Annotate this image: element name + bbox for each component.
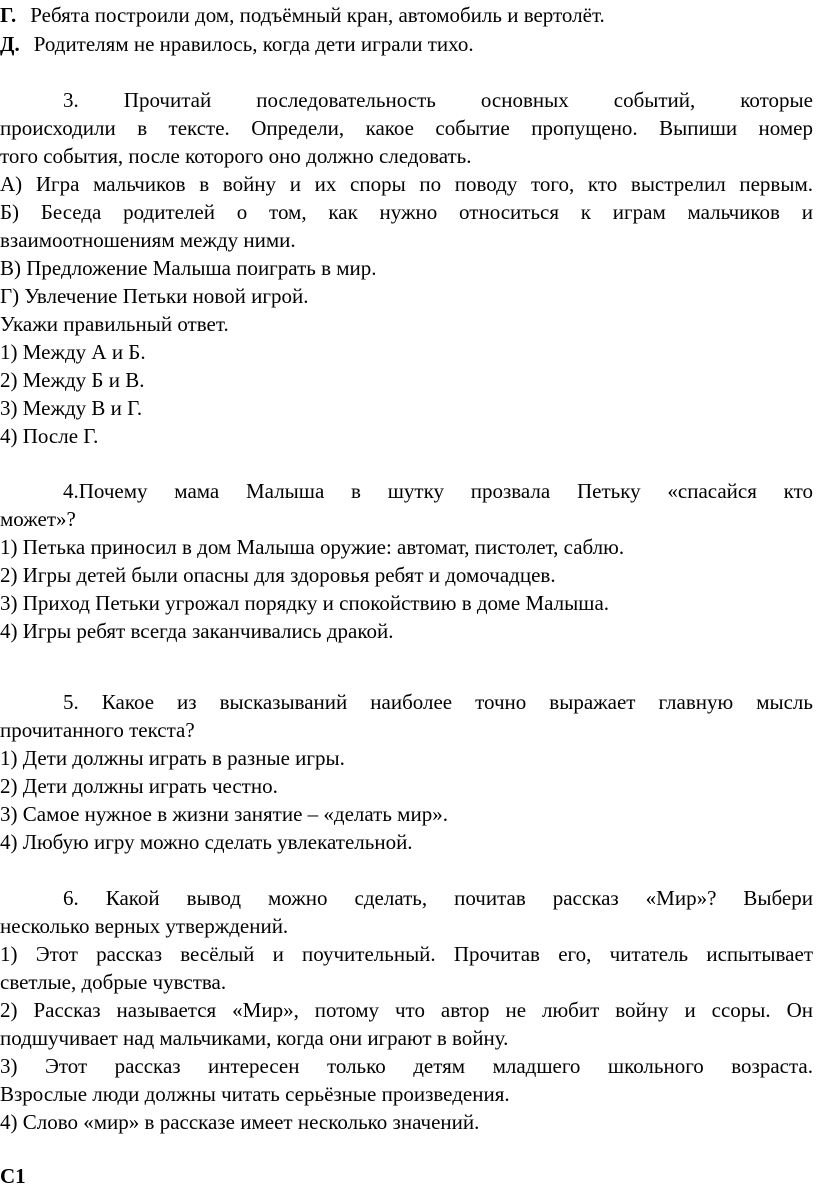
question-5-first-line: 5. Какое из высказываний наиболее точно выражает главную мысль — [63, 690, 813, 714]
option: 4) Игры ребят всегда заканчивались дракой. — [0, 619, 394, 643]
question-5-line: прочитанного текста? — [0, 718, 195, 742]
question-4-line: может»? — [0, 507, 76, 531]
section-label-c1: С1 — [0, 1164, 26, 1188]
event-b-cont: взаимоотношениям между ними. — [0, 228, 296, 252]
option: 1) Петька приносил в дом Малыша оружие: автомат, пистолет, саблю. — [0, 535, 625, 559]
question-3-line: того события, после которого оно должно следовать. — [0, 144, 472, 168]
option-cont: светлые, добрые чувства. — [0, 970, 227, 994]
question-3-line: происходили в тексте. Определи, какое событие пропущено. Выпиши номер — [0, 116, 813, 140]
question-6-first-line: 6. Какой вывод можно сделать, почитав рассказ «Мир»? Выбери — [63, 886, 813, 910]
option: 3) Между В и Г. — [0, 396, 143, 420]
question-6-line: несколько верных утверждений. — [0, 914, 289, 938]
event-b: Б) Беседа родителей о том, как нужно относиться к играм мальчиков и — [0, 200, 813, 224]
option-cont: подшучивает над мальчиками, когда они играют в войну. — [0, 1026, 509, 1050]
option: 2) Игры детей были опасны для здоровья ребят и домочадцев. — [0, 563, 556, 587]
option: 4) Любую игру можно сделать увлекательной. — [0, 830, 413, 854]
option: 2) Дети должны играть честно. — [0, 774, 278, 798]
item-text: Ребята построили дом, подъёмный кран, автомобиль и вертолёт. — [30, 3, 605, 27]
option: 4) После Г. — [0, 424, 99, 448]
event-v: В) Предложение Малыша поиграть в мир. — [0, 256, 377, 280]
item-g — [0, 1, 813, 29]
option-cont: Взрослые люди должны читать серьёзные произведения. — [0, 1082, 510, 1106]
option: 3) Приход Петьки угрожал порядку и спокойствию в доме Малыша. — [0, 591, 610, 615]
event-g: Г) Увлечение Петьки новой игрой. — [0, 284, 309, 308]
option: 3) Самое нужное в жизни занятие – «делать мир». — [0, 802, 448, 826]
question-4-first-line: 4.Почему мама Малыша в шутку прозвала Петьку «спасайся кто — [63, 479, 813, 503]
option: 2) Между Б и В. — [0, 368, 145, 392]
item-text: Родителям не нравилось, когда дети играли тихо. — [33, 32, 474, 56]
option: 1) Этот рассказ весёлый и поучительный. Прочитав его, читатель испытывает — [0, 942, 813, 966]
question-3-first-line: 3. Прочитай последовательность основных событий, которые — [63, 88, 813, 112]
option: 1) Дети должны играть в разные игры. — [0, 746, 345, 770]
item-letter: Г. — [0, 3, 17, 27]
event-a: А) Игра мальчиков в войну и их споры по поводу того, кто выстрелил первым. — [0, 172, 813, 196]
option: 1) Между А и Б. — [0, 340, 146, 364]
option: 2) Рассказ называется «Мир», потому что автор не любит войну и ссоры. Он — [0, 998, 813, 1022]
item-d — [0, 30, 813, 58]
item-letter: Д. — [0, 32, 20, 56]
option: 3) Этот рассказ интересен только детям младшего школьного возраста. — [0, 1054, 813, 1078]
answer-prompt: Укажи правильный ответ. — [0, 312, 229, 336]
option: 4) Слово «мир» в рассказе имеет несколько значений. — [0, 1110, 480, 1134]
